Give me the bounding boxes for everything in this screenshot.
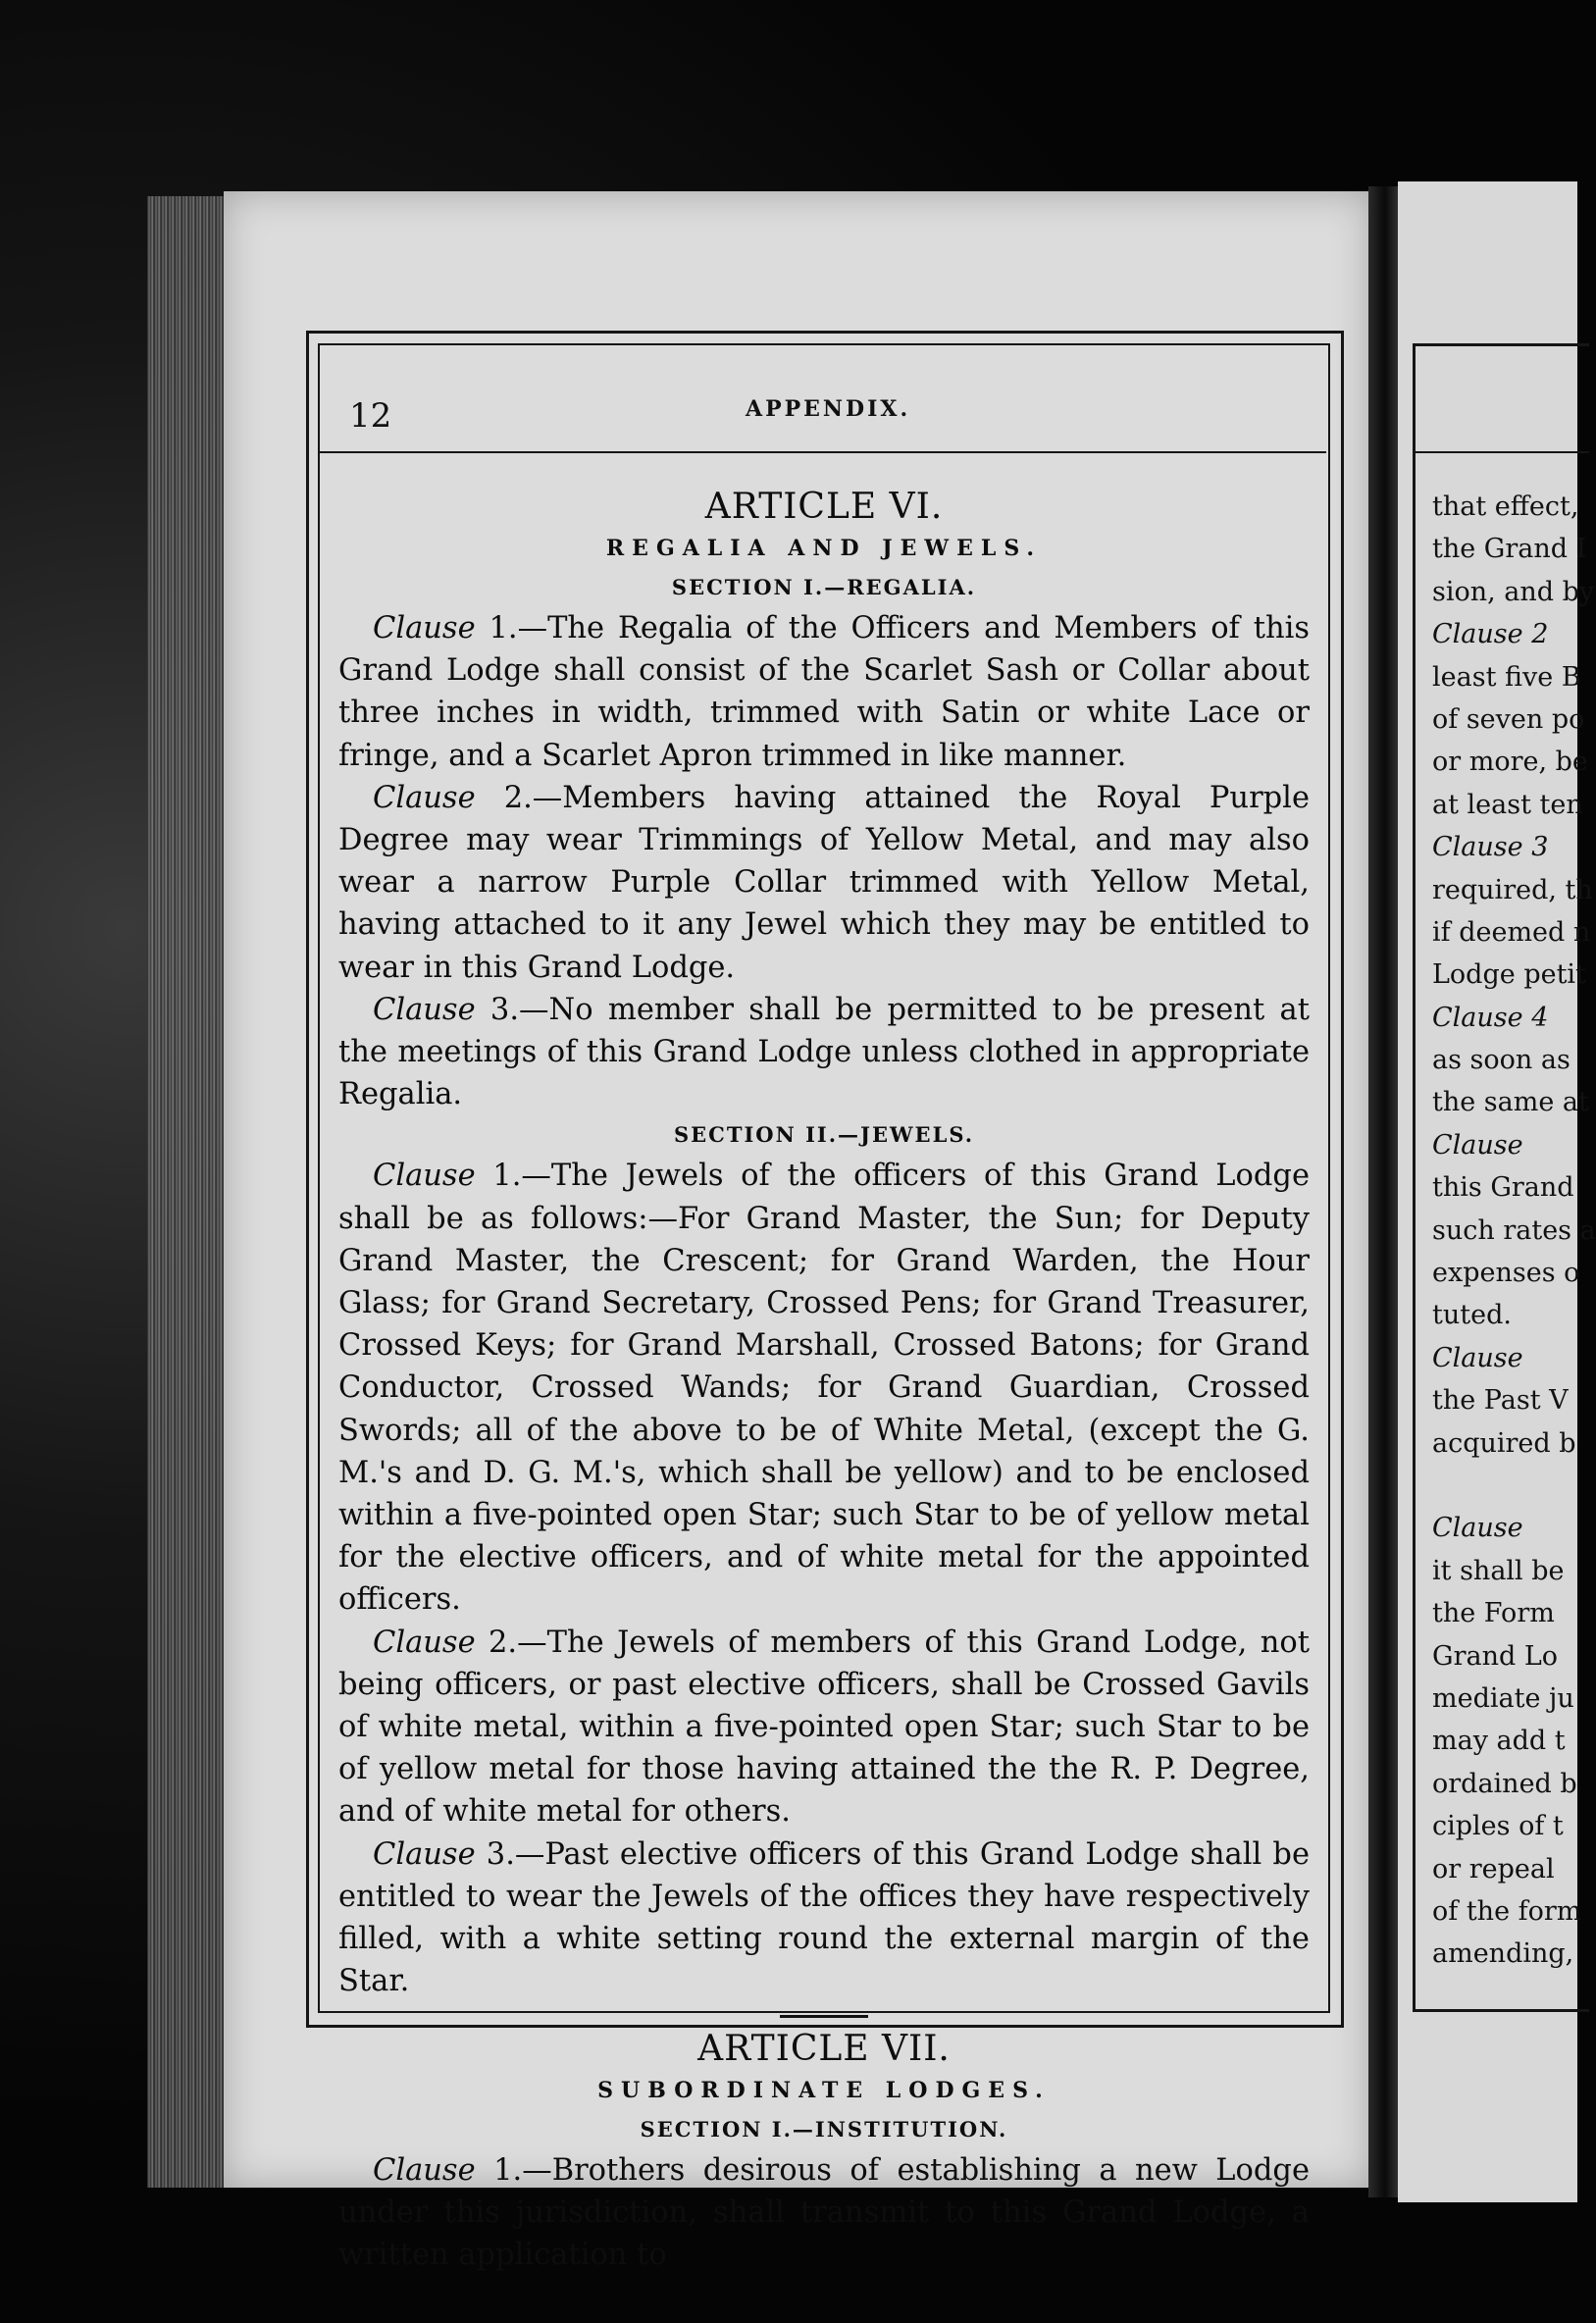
facing-page-line: at least ten xyxy=(1432,789,1583,820)
facing-page-line: the Past V xyxy=(1432,1385,1569,1417)
page-body xyxy=(338,486,1310,2276)
facing-page-line: it shall be xyxy=(1432,1555,1565,1586)
facing-page-line: the Form xyxy=(1432,1598,1555,1629)
facing-page-line: Clause xyxy=(1432,1342,1523,1373)
facing-page-line: sion, and by xyxy=(1432,576,1595,607)
page-number: 12 xyxy=(349,396,392,436)
facing-page-line: Clause 4 xyxy=(1432,1002,1549,1033)
facing-page-text xyxy=(1432,486,1596,1976)
facing-page-line: Grand Lo xyxy=(1432,1640,1559,1672)
clause-paragraph xyxy=(338,607,1310,777)
clause-paragraph xyxy=(338,1622,1310,1833)
facing-page-line: least five B xyxy=(1432,661,1581,693)
facing-page-line: tuted. xyxy=(1432,1300,1512,1331)
facing-page-line: expenses o xyxy=(1432,1258,1580,1289)
clause-paragraph xyxy=(338,989,1310,1116)
clause-label: Clause xyxy=(373,2152,476,2188)
book-gutter xyxy=(1368,186,1402,2197)
section-heading: SECTION II.—JEWELS. xyxy=(673,1122,975,1148)
article-subtitle: SUBORDINATE LODGES. xyxy=(597,2077,1051,2103)
facing-page-frame-bottom xyxy=(1413,2009,1589,2012)
facing-page-line: if deemed n xyxy=(1432,916,1591,948)
clause-paragraph xyxy=(338,777,1310,989)
section-heading: SECTION I.—INSTITUTION. xyxy=(640,2116,1008,2142)
facing-page-line xyxy=(1432,1465,1579,1507)
facing-page-line: Clause xyxy=(1432,1129,1523,1161)
clause-text: 2.—Members having attained the Royal Purple Degree may wear Trimmings of Yellow Metal, and may also wear a narrow Purple Collar trimmed with Yellow Metal, having attached to it any Jewel which they may be entitled to wear in this Grand Lodge. xyxy=(338,780,1310,985)
facing-page-line: the Grand I xyxy=(1432,534,1587,565)
facing-page-line: such rates a xyxy=(1432,1214,1596,1246)
facing-page-line: or more, be xyxy=(1432,747,1588,778)
running-head: APPENDIX. xyxy=(746,396,911,422)
clause-paragraph xyxy=(338,1155,1310,1621)
clause-label: Clause xyxy=(373,611,476,645)
clause-paragraph xyxy=(338,2149,1310,2277)
facing-page-frame-left xyxy=(1413,343,1416,2009)
facing-page-line: amending, xyxy=(1432,1938,1574,1970)
section-heading: SECTION I.—REGALIA. xyxy=(671,575,977,599)
book-page-edges xyxy=(147,196,235,2188)
facing-page-line: required, th xyxy=(1432,874,1593,905)
clause-text: 1.—The Regalia of the Officers and Members of this Grand Lodge shall consist of the Scarlet Sash or Collar about three inches in width, trimmed with Satin or white Lace or fringe, and a Scarlet Apron trimmed in like manner. xyxy=(338,611,1310,773)
clause-label: Clause xyxy=(373,1159,476,1194)
facing-page-line: of the form xyxy=(1432,1895,1582,1927)
clause-text: 3.—No member shall be permitted to be present at the meetings of this Grand Lodge unless clothed in appropriate Regalia. xyxy=(338,992,1310,1112)
clause-text: 2.—The Jewels of members of this Grand Lodge, not being officers, or past elective officers, shall be Crossed Gavils of white metal, within a five-pointed open Star; such Star to be of yellow metal for those having attained the the R. P. Degree, and of white metal for others. xyxy=(338,1625,1310,1830)
article-title: ARTICLE VII. xyxy=(697,2028,951,2069)
article-title: ARTICLE VI. xyxy=(704,487,944,527)
facing-page-line: acquired b xyxy=(1432,1427,1576,1459)
clause-text: 1.—Brothers desirous of establishing a new Lodge under this jurisdiction, shall transmit to this Grand Lodge, a written application to xyxy=(338,2152,1310,2272)
article-subtitle: REGALIA AND JEWELS. xyxy=(605,536,1043,561)
clause-text: 3.—Past elective officers of this Grand Lodge shall be entitled to wear the Jewels of the offices they have respectively filled, with a white setting round the external margin of the Star. xyxy=(338,1836,1310,1999)
clause-text: 1.—The Jewels of the officers of this Grand Lodge shall be as follows:—For Grand Master, the Sun; for Deputy Grand Master, the Crescent; for Grand Warden, the Hour Glass; for Grand Secretary, Crossed Pens; for Grand Treasurer, Crossed Keys; for Grand Marshall, Crossed Batons; for Grand Conductor, Crossed Wands; for Grand Guardian, Crossed Swords; all of the above to be of White Metal, (except the G. M.'s and D. G. M.'s, which shall be yellow) and to be enclosed within a five-pointed open Star; such Star to be of yellow metal for the elective officers, and of white metal for the appointed officers. xyxy=(338,1159,1310,1618)
clause-label: Clause xyxy=(373,780,476,815)
clause-label: Clause xyxy=(373,1625,476,1660)
facing-page-header-rule xyxy=(1413,451,1589,453)
facing-page-line: mediate ju xyxy=(1432,1682,1574,1714)
facing-page-line: Clause xyxy=(1432,1513,1523,1544)
facing-page-line: of seven po xyxy=(1432,703,1585,735)
facing-page-frame-top xyxy=(1413,343,1589,346)
facing-page-line: this Grand xyxy=(1432,1172,1574,1204)
facing-page-line: the same at xyxy=(1432,1087,1589,1118)
clause-paragraph xyxy=(338,1833,1310,2003)
facing-page-line: that effect, xyxy=(1432,491,1579,522)
facing-page-line: or repeal xyxy=(1432,1853,1555,1884)
clause-label: Clause xyxy=(373,992,476,1027)
facing-page-line: Clause 3 xyxy=(1432,832,1549,863)
facing-page-line: Clause 2 xyxy=(1432,619,1549,650)
article-divider xyxy=(780,2015,868,2018)
facing-page-line: ciples of t xyxy=(1432,1811,1564,1842)
facing-page-line: may add t xyxy=(1432,1726,1566,1757)
facing-page-line: ordained b xyxy=(1432,1768,1577,1799)
facing-page-line: Lodge petit xyxy=(1432,959,1586,991)
clause-label: Clause xyxy=(373,1836,476,1872)
facing-page-line: as soon as xyxy=(1432,1045,1570,1076)
header-rule xyxy=(320,451,1326,453)
